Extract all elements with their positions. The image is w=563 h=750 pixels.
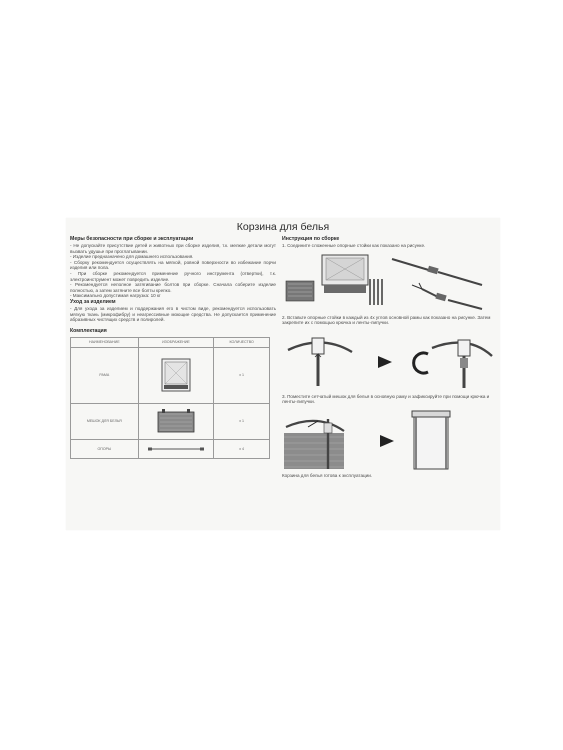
step-3-text: 3. Поместите сетчатый мешок для белья в основную раму и зафиксируйте при помощи крючка и ленты-липучки. — [282, 393, 490, 405]
safety-line: - Изделие предназначено для домашнего использования. — [70, 254, 194, 260]
done-text: Корзина для белья готова к эксплуатации. — [282, 472, 373, 478]
supports-drawing — [370, 279, 382, 305]
pole-connection-drawing — [392, 259, 482, 309]
table-row — [71, 403, 270, 439]
hook-velcro-drawing — [414, 340, 492, 388]
safety-line: - При сборке рекомендуется применение ручного инструмента (отвертки), т.к. электроинструмент может повредить изделие. — [70, 270, 276, 282]
kit-item-qty: х 4 — [214, 439, 270, 458]
care-text: - Для ухода за изделием и поддержания его в чистом виде, рекомендуется использовать мягкую ткань (микрофибру) и неагрессивные моющие средства. Не допускается применение абразивных чистящих средств и полиролей. — [70, 305, 276, 323]
bag-drawing — [286, 281, 314, 301]
support-image — [138, 439, 214, 458]
arrow-icon — [378, 356, 392, 368]
bag-insert-drawing — [284, 419, 344, 469]
page-title: Корзина для белья — [236, 221, 330, 233]
table-row — [71, 439, 270, 458]
corner-insert-drawing — [288, 338, 352, 386]
kit-col-qty: КОЛИЧЕСТВО — [214, 337, 270, 347]
step-1-text: 1. Соедините сложенные опорные стойки как показано на рисунке. — [282, 243, 426, 248]
kit-col-image: ИЗОБРАЖЕНИЕ — [138, 337, 214, 347]
safety-heading: Меры безопасности при сборке и эксплуатации — [70, 236, 194, 242]
left-column — [70, 236, 276, 459]
kit-heading: Комплектация — [70, 327, 107, 334]
table-row — [71, 347, 270, 403]
instructions-heading: Инструкция по сборке — [282, 236, 340, 242]
safety-line: - Рекомендуется неполное затягивание болтов при сборке. Сначала соберите изделие полностью, а затем затяните все болты крепко. — [70, 282, 276, 293]
frame-image — [138, 347, 214, 403]
kit-item-name: РАМА — [71, 347, 139, 403]
right-column — [282, 236, 496, 479]
care-heading: Уход за изделием — [70, 298, 116, 305]
folded-frame-drawing — [322, 255, 368, 293]
kit-item-name: ОПОРЫ — [71, 439, 139, 458]
safety-line: - Не допускайте присутствие детей и животных при сборке изделия, т.к. мелкие детали могут вызвать удушье при проглатывании. — [70, 243, 276, 254]
assembled-hamper-drawing — [412, 411, 450, 469]
bag-image — [138, 403, 214, 439]
step-3-illustration — [282, 405, 496, 473]
safety-line: - Максимально допустимая нагрузка: 10 кг — [70, 293, 161, 299]
instruction-sheet — [66, 218, 500, 530]
kit-item-qty: х 1 — [214, 403, 270, 439]
arrow-icon — [380, 435, 394, 447]
kit-table — [70, 337, 270, 459]
kit-item-qty: х 1 — [214, 347, 270, 403]
kit-item-name: МЕШОК ДЛЯ БЕЛЬЯ — [71, 403, 139, 439]
step-2-illustration — [282, 326, 496, 394]
step-2-text: 2. Вставьте опорные стойки в каждый из 4х углов основной рамы как показано на рисунке. Затем закрепите их с помощью крючка и ленты-липучки. — [282, 314, 491, 326]
safety-line: - Сборку рекомендуется осуществлять на мягкой, ровной поверхности во избежание порчи изделия или пола. — [70, 259, 276, 271]
step-1-illustration — [282, 249, 496, 315]
kit-col-name: НАИМЕНОВАНИЕ — [71, 337, 139, 347]
